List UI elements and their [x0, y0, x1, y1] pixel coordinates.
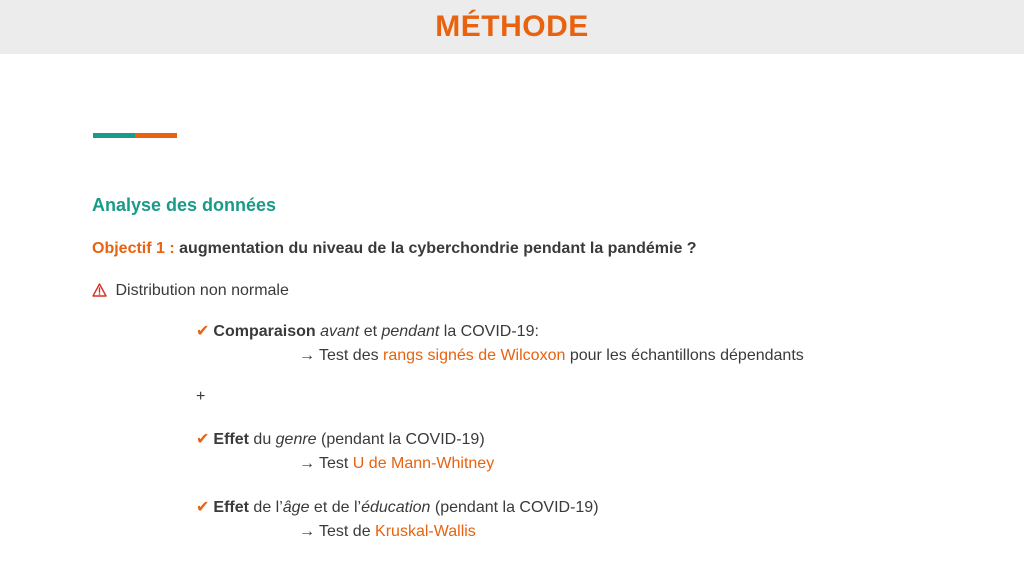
section-title: Analyse des données: [92, 195, 277, 215]
objective-line: [92, 240, 697, 258]
item-text: du: [248, 431, 276, 448]
arrow-right-icon: →: [299, 347, 315, 364]
page-title: MÉTHODE: [435, 10, 589, 43]
test-name: Kruskal-Wallis: [375, 523, 476, 540]
check-icon: ✔: [196, 323, 210, 340]
check-icon: ✔: [196, 499, 210, 516]
warning-line: [92, 282, 289, 302]
item-text: de l’: [248, 499, 283, 516]
item-text: (pendant la COVID-19): [430, 499, 599, 516]
item-text: et: [359, 323, 382, 340]
item-italic: pendant: [381, 323, 440, 340]
test-line: [299, 347, 804, 365]
check-icon: ✔: [196, 431, 210, 448]
objective-label: Objectif 1 :: [92, 240, 175, 257]
arrow-right-icon: →: [299, 455, 315, 472]
item-bold: Effet: [213, 499, 249, 516]
header-bar: [0, 0, 1024, 54]
test-prefix: Test: [319, 455, 349, 472]
item-italic: genre: [275, 431, 317, 448]
warning-icon: [92, 283, 107, 302]
list-item: [196, 497, 599, 517]
arrow-right-icon: →: [299, 523, 315, 540]
accent-divider: [93, 133, 177, 138]
list-item: [196, 429, 485, 449]
item-italic: avant: [320, 323, 360, 340]
item-bold: Comparaison: [213, 323, 316, 340]
accent-divider-orange: [135, 133, 177, 138]
objective-text: augmentation du niveau de la cyberchondrie pendant la pandémie ?: [179, 240, 697, 257]
item-text: (pendant la COVID-19): [316, 431, 485, 448]
plus-sign: +: [196, 388, 206, 405]
item-italic: âge: [282, 499, 310, 516]
accent-divider-teal: [93, 133, 135, 138]
test-name: U de Mann-Whitney: [352, 455, 495, 472]
test-line: [299, 455, 494, 473]
test-prefix: Test des: [319, 347, 379, 364]
item-bold: Effet: [213, 431, 249, 448]
item-italic: éducation: [361, 499, 431, 516]
item-text: et de l’: [309, 499, 362, 516]
test-line: [299, 523, 476, 541]
item-text: la COVID-19:: [439, 323, 539, 340]
test-prefix: Test de: [319, 523, 371, 540]
test-suffix: pour les échantillons dépendants: [569, 347, 804, 364]
warning-text: Distribution non normale: [115, 282, 289, 299]
test-name: rangs signés de Wilcoxon: [383, 347, 566, 364]
list-item: [196, 321, 539, 341]
